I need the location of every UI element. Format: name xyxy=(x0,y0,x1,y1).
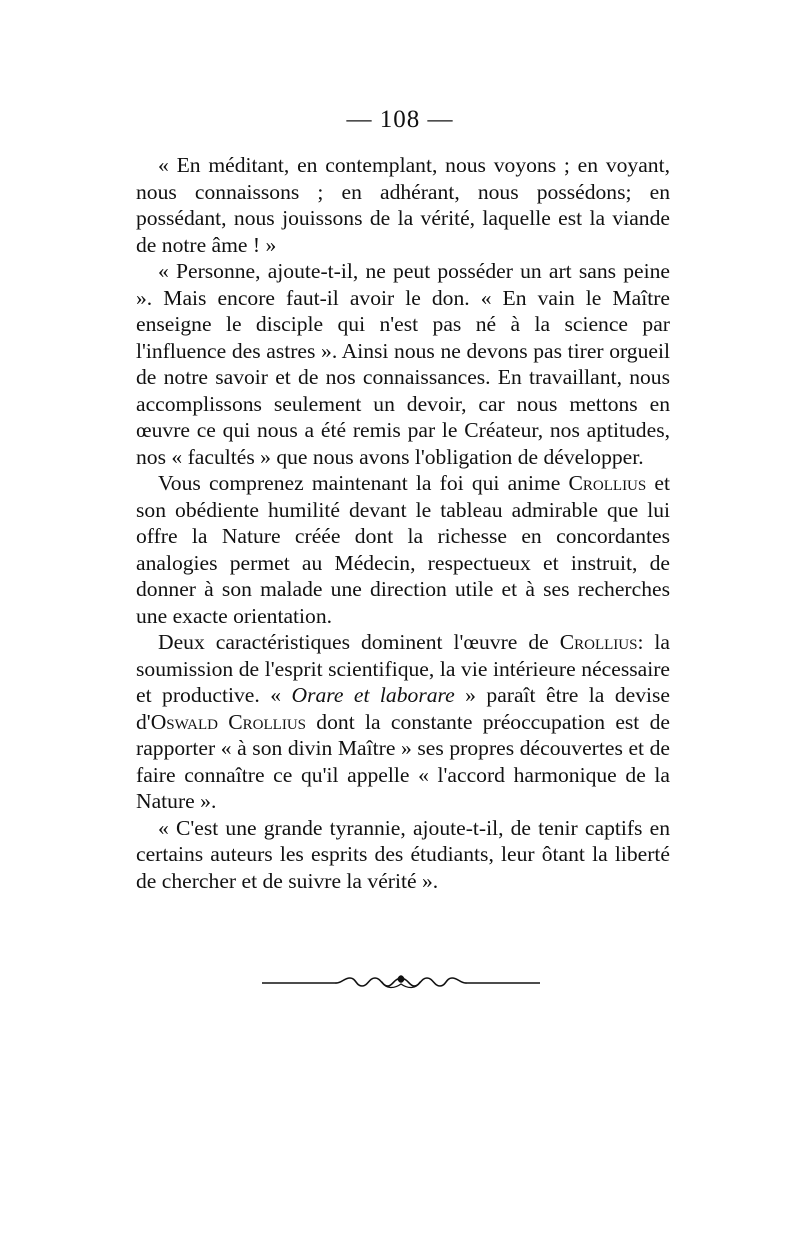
author-name: Crollius xyxy=(568,471,647,495)
paragraph-3 xyxy=(136,470,670,629)
paragraph-3-part-1: Vous comprenez maintenant la foi qui anime xyxy=(158,471,569,495)
paragraph-4 xyxy=(136,629,670,815)
paragraph-3-part-2: et son obédiente humilité devant le tableau admirable que lui offre la Nature créée dont la richesse en concordantes analogies permet au Médecin, respectueux et instruit, de donner à son malade une direction utile et à ses recherches une exacte orientation. xyxy=(136,471,670,628)
scroll-ornament-icon xyxy=(262,972,540,992)
latin-motto: Orare et laborare xyxy=(291,683,455,707)
paragraph-1: « En méditant, en contemplant, nous voyons ; en voyant, nous connaissons ; en adhérant, nous possédons; en possédant, nous jouissons de la vérité, laquelle est la viande de notre âme ! » xyxy=(136,153,670,257)
paragraph-2: « Personne, ajoute-t-il, ne peut posséder un art sans peine ». Mais encore faut-il avoir le don. « En vain le Maître enseigne le disciple qui n'est pas né à la science par l'influence des astres ». Ainsi nous ne devons pas tirer orgueil de notre savoir et de nos connaissances. En travaillant, nous accomplissons seulement un devoir, car nous mettons en œuvre ce qui nous a été remis par le Créateur, nos aptitudes, nos « facultés » que nous avons l'obligation de développer. xyxy=(136,259,670,469)
page-body xyxy=(136,152,670,894)
paragraph-5: « C'est une grande tyrannie, ajoute-t-il, de tenir captifs en certains auteurs les esprits des étudiants, leur ôtant la liberté de chercher et de suivre la vérité ». xyxy=(136,815,670,893)
author-name: Crollius xyxy=(559,630,638,654)
paragraph-4-part-3: » paraît être la devise d' xyxy=(136,683,670,734)
page-number: — 108 — xyxy=(346,106,454,133)
author-full-name: Oswald Crollius xyxy=(150,709,306,734)
paragraph-4-part-4: dont la constante préoccupation est de rapporter « à son divin Maître » ses propres découvertes et de faire connaître ce qu'il appelle « l'accord harmonique de la Nature ». xyxy=(136,709,670,813)
paragraph-4-part-1: Deux caractéristiques dominent l'œuvre de xyxy=(158,630,560,654)
paragraph-4-part-2: : la soumission de l'esprit scientifique, la vie intérieure nécessaire et productive. « xyxy=(136,630,671,707)
